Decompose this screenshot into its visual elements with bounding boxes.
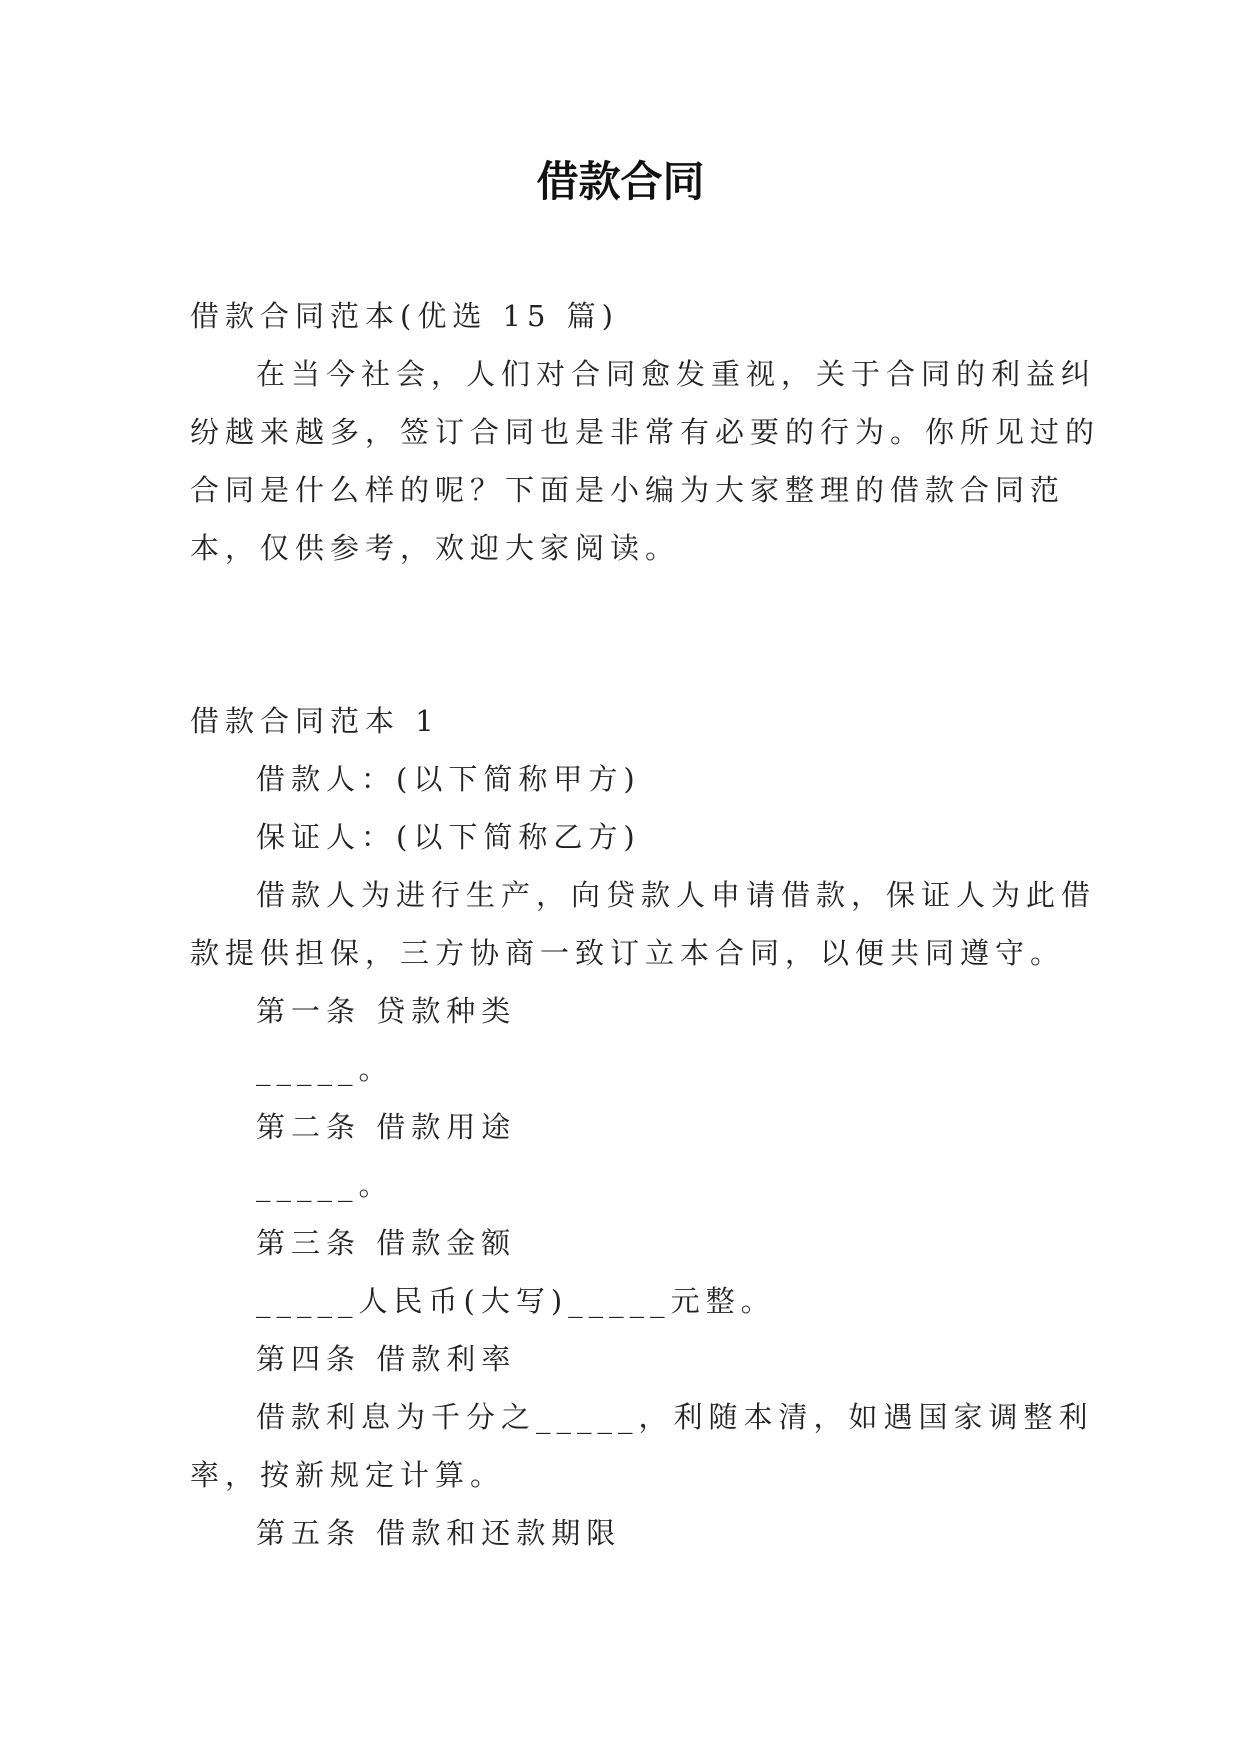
document-subtitle: 借款合同范本(优选 15 篇) [190,299,619,333]
article-3-body: _____人民币(大写)_____元整。 [256,1284,776,1318]
preamble-line: 借款人为进行生产，向贷款人申请借款，保证人为此借 [256,878,1097,912]
article-4-body-line: 率，按新规定计算。 [190,1458,506,1492]
borrower-line: 借款人：(以下简称甲方) [256,762,641,796]
intro-line: 在当今社会，人们对合同愈发重视，关于合同的利益纠 [256,357,1097,391]
article-4-title: 第四条 借款利率 [256,1342,517,1376]
article-2-title: 第二条 借款用途 [256,1110,517,1144]
preamble-line: 款提供担保，三方协商一致订立本合同，以便共同遵守。 [190,936,1066,970]
intro-line: 本，仅供参考，欢迎大家阅读。 [190,531,681,565]
article-2-body: _____。 [256,1168,394,1202]
intro-line: 纷越来越多，签订合同也是非常有必要的行为。你所见过的 [190,415,1101,449]
article-4-body-line: 借款利息为千分之_____，利随本清，如遇国家调整利 [256,1400,1094,1434]
article-1-title: 第一条 贷款种类 [256,994,517,1028]
article-5-title: 第五条 借款和还款期限 [256,1516,622,1550]
article-3-title: 第三条 借款金额 [256,1226,517,1260]
article-1-body: _____。 [256,1052,394,1086]
guarantor-line: 保证人：(以下简称乙方) [256,820,641,854]
section-heading: 借款合同范本 1 [190,704,440,738]
document-title: 借款合同 [536,157,705,206]
intro-line: 合同是什么样的呢？下面是小编为大家整理的借款合同范 [190,473,1066,507]
